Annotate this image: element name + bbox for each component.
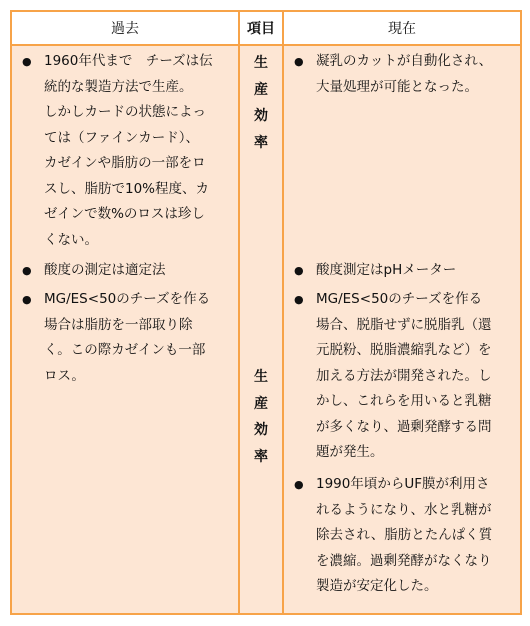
now-bullet-text: MG/ES<50のチーズを作る 場合、脱脂せずに脱脂乳（還 元脱粉、脱脂濃縮乳など）を 加える方法が開発された。し かし、これらを用いると乳糖 が多くなり、過剰発酵する問 題が発生。: [316, 291, 492, 460]
past-bullet-text: MG/ES<50のチーズを作る 場合は脂肪を一部取り除 く。この際カゼインも一部 ロス。: [44, 291, 211, 384]
now-bullet-3: [294, 287, 514, 466]
header-item: 項目: [239, 11, 283, 45]
now-bullet-2: [294, 258, 514, 284]
bullet-dot-icon: ●: [294, 478, 304, 491]
now-bullet-text: 凝乳のカットが自動化され、 大量処理が可能となった。: [316, 53, 493, 95]
now-bullet-text: 酸度測定はpHメーター: [316, 262, 457, 278]
header-past: 過去: [11, 11, 239, 45]
bullet-dot-icon: ●: [294, 293, 304, 306]
bullet-dot-icon: ●: [294, 55, 304, 68]
body-row: [11, 45, 521, 614]
now-cell: [283, 45, 521, 614]
now-bullet-1: [294, 49, 514, 100]
past-cell: [11, 45, 239, 614]
past-bullet-text: 酸度の測定は適定法: [44, 262, 166, 278]
comparison-table: [10, 10, 522, 615]
item-label-production-efficiency-1: 生 産 効 率: [254, 55, 268, 151]
header-now: 現在: [283, 11, 521, 45]
past-bullet-text: 1960年代まで チーズは伝 統的な製造方法で生産。 しかしカードの状態によっ ては（ファインカード）、 カゼインや脂肪の一部をロ スし、脂肪で10%程度、カ ゼインで数%のロスは珍し くない。: [44, 53, 213, 248]
bullet-dot-icon: ●: [22, 293, 32, 306]
bullet-dot-icon: ●: [22, 264, 32, 277]
now-bullet-4: [294, 472, 514, 600]
bullet-dot-icon: ●: [22, 55, 32, 68]
item-cell: [239, 45, 283, 614]
past-bullet-3: [22, 287, 232, 389]
past-bullet-1: [22, 49, 232, 253]
past-bullet-2: [22, 258, 232, 284]
item-label-production-efficiency-2: 生 産 効 率: [254, 369, 268, 465]
header-row: [11, 11, 521, 45]
now-bullet-text: 1990年頃からUF膜が利用さ れるようになり、水と乳糖が 除去され、脂肪とたんぱく質 を濃縮。過剰発酵がなくなり 製造が安定化した。: [316, 476, 493, 594]
bullet-dot-icon: ●: [294, 264, 304, 277]
